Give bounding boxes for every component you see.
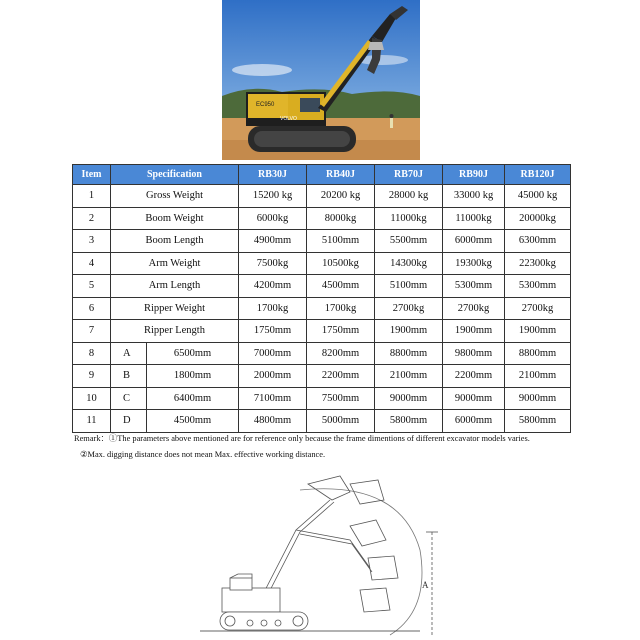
value-cell: 8200mm — [307, 342, 375, 365]
value-cell: 8000kg — [307, 207, 375, 230]
header-specification: Specification — [111, 165, 239, 185]
reach-diagram — [200, 470, 460, 640]
value-cell: 2200mm — [443, 365, 505, 388]
item-number: 2 — [73, 207, 111, 230]
value-cell: 7500mm — [307, 387, 375, 410]
spec-name: Arm Length — [111, 275, 239, 298]
value-cell: 7500kg — [239, 252, 307, 275]
item-number: 7 — [73, 320, 111, 343]
value-cell: 7000mm — [239, 342, 307, 365]
spec-name: Boom Length — [111, 230, 239, 253]
table-row — [73, 410, 571, 433]
value-cell: 4800mm — [239, 410, 307, 433]
table-row — [73, 320, 571, 343]
value-cell: 11000kg — [443, 207, 505, 230]
value-cell: 6000kg — [239, 207, 307, 230]
item-number: 4 — [73, 252, 111, 275]
item-number: 1 — [73, 185, 111, 208]
dimension-base-value: 6500mm — [147, 342, 239, 365]
spec-name: Ripper Length — [111, 320, 239, 343]
dimension-base-value: 6400mm — [147, 387, 239, 410]
spec-name: Boom Weight — [111, 207, 239, 230]
dimension-base-value: 4500mm — [147, 410, 239, 433]
value-cell: 2000mm — [239, 365, 307, 388]
value-cell: 6300mm — [505, 230, 571, 253]
header-rb120j: RB120J — [505, 165, 571, 185]
dimension-letter: C — [111, 387, 147, 410]
value-cell: 5300mm — [443, 275, 505, 298]
value-cell: 9000mm — [443, 387, 505, 410]
value-cell: 8800mm — [375, 342, 443, 365]
value-cell: 28000 kg — [375, 185, 443, 208]
value-cell: 22300kg — [505, 252, 571, 275]
value-cell: 6000mm — [443, 410, 505, 433]
value-cell: 4900mm — [239, 230, 307, 253]
table-row — [73, 297, 571, 320]
header-rb90j: RB90J — [443, 165, 505, 185]
value-cell: 5300mm — [505, 275, 571, 298]
spec-name: Arm Weight — [111, 252, 239, 275]
value-cell: 2700kg — [375, 297, 443, 320]
item-number: 8 — [73, 342, 111, 365]
remark-line-2: ②Max. digging distance does not mean Max. effective working distance. — [80, 450, 326, 459]
value-cell: 7100mm — [239, 387, 307, 410]
spec-name: Gross Weight — [111, 185, 239, 208]
table-row — [73, 252, 571, 275]
table-row — [73, 387, 571, 410]
value-cell: 4500mm — [307, 275, 375, 298]
value-cell: 19300kg — [443, 252, 505, 275]
table-row — [73, 185, 571, 208]
table-row — [73, 365, 571, 388]
value-cell: 1900mm — [375, 320, 443, 343]
value-cell: 2100mm — [505, 365, 571, 388]
item-number: 5 — [73, 275, 111, 298]
value-cell: 10500kg — [307, 252, 375, 275]
brand-decal: VOLVO — [280, 116, 297, 122]
table-row — [73, 207, 571, 230]
item-number: 10 — [73, 387, 111, 410]
value-cell: 14300kg — [375, 252, 443, 275]
item-number: 11 — [73, 410, 111, 433]
value-cell: 11000kg — [375, 207, 443, 230]
item-number: 6 — [73, 297, 111, 320]
header-item: Item — [73, 165, 111, 185]
value-cell: 15200 kg — [239, 185, 307, 208]
table-row — [73, 275, 571, 298]
value-cell: 2700kg — [505, 297, 571, 320]
value-cell: 1700kg — [239, 297, 307, 320]
value-cell: 45000 kg — [505, 185, 571, 208]
value-cell: 2200mm — [307, 365, 375, 388]
remark-line-1: Remark：①The parameters above mentioned are for reference only because the frame dimentions of different excavator models varies. — [74, 434, 530, 443]
table-row — [73, 342, 571, 365]
value-cell: 9000mm — [505, 387, 571, 410]
table-header-row — [73, 165, 571, 185]
value-cell: 4200mm — [239, 275, 307, 298]
value-cell: 1750mm — [239, 320, 307, 343]
header-rb70j: RB70J — [375, 165, 443, 185]
excavator-photo — [222, 0, 420, 160]
table-row — [73, 230, 571, 253]
value-cell: 9800mm — [443, 342, 505, 365]
model-decal: EC950 — [256, 102, 275, 108]
spec-table — [72, 164, 571, 433]
value-cell: 2100mm — [375, 365, 443, 388]
dimension-label: A — [422, 580, 429, 590]
value-cell: 5800mm — [505, 410, 571, 433]
dimension-letter: D — [111, 410, 147, 433]
value-cell: 5800mm — [375, 410, 443, 433]
dimension-letter: A — [111, 342, 147, 365]
value-cell: 20000kg — [505, 207, 571, 230]
value-cell: 5100mm — [307, 230, 375, 253]
value-cell: 1750mm — [307, 320, 375, 343]
header-rb30j: RB30J — [239, 165, 307, 185]
value-cell: 9000mm — [375, 387, 443, 410]
value-cell: 1700kg — [307, 297, 375, 320]
value-cell: 1900mm — [443, 320, 505, 343]
item-number: 9 — [73, 365, 111, 388]
value-cell: 1900mm — [505, 320, 571, 343]
value-cell: 33000 kg — [443, 185, 505, 208]
value-cell: 20200 kg — [307, 185, 375, 208]
dimension-base-value: 1800mm — [147, 365, 239, 388]
value-cell: 5000mm — [307, 410, 375, 433]
item-number: 3 — [73, 230, 111, 253]
header-rb40j: RB40J — [307, 165, 375, 185]
value-cell: 5500mm — [375, 230, 443, 253]
value-cell: 2700kg — [443, 297, 505, 320]
spec-name: Ripper Weight — [111, 297, 239, 320]
value-cell: 6000mm — [443, 230, 505, 253]
value-cell: 5100mm — [375, 275, 443, 298]
dimension-letter: B — [111, 365, 147, 388]
value-cell: 8800mm — [505, 342, 571, 365]
